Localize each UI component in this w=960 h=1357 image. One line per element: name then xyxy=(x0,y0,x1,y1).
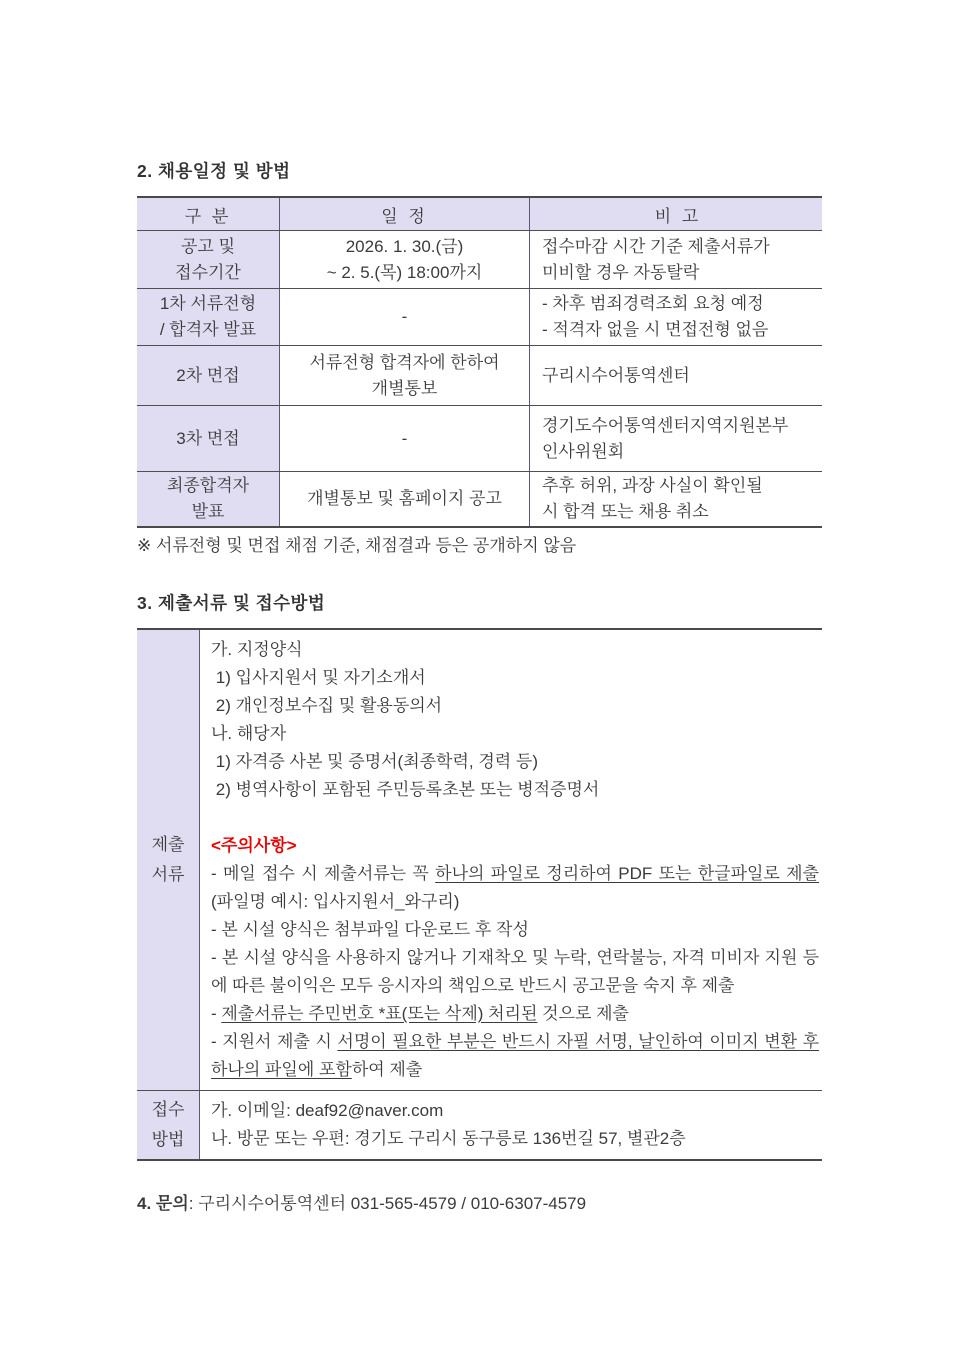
schedule-footnote: ※ 서류전형 및 면접 채점 기준, 채점결과 등은 공개하지 않음 xyxy=(137,536,577,555)
cell-note: 구리시수어통역센터 xyxy=(542,365,690,385)
cell-note: 접수마감 시간 기준 제출서류가 미비할 경우 자동탈락 xyxy=(542,236,770,282)
cell-category: 3차 면접 xyxy=(137,406,280,471)
warning-note: - 본 시설 양식을 사용하지 않거나 기재착오 및 누락, 연락불능, 자격 미비자 지원 등에 따른 불이익은 모두 응시자의 책임으로 반드시 공고문을 숙지 후 제출 xyxy=(211,948,819,995)
warning-note: - 제출서류는 주민번호 *표(또는 삭제) 처리된 것으로 제출 xyxy=(211,1004,629,1023)
cell-schedule: 서류전형 합격자에 한하여 개별통보 xyxy=(280,346,530,405)
schedule-table xyxy=(137,196,822,528)
spacer xyxy=(211,804,819,832)
cell-category: 2차 면접 xyxy=(137,346,280,405)
contact-line: 4. 문의: 구리시수어통역센터 031-565-4579 / 010-6307-4579 xyxy=(137,1194,587,1213)
cell-category: 최종합격자 발표 xyxy=(137,472,280,526)
cell-category: 공고 및 접수기간 xyxy=(137,231,280,288)
warning-note: - 본 시설 양식은 첨부파일 다운로드 후 작성 xyxy=(211,920,529,939)
section3-title: 3. 제출서류 및 접수방법 xyxy=(137,593,326,613)
method-content: 가. 이메일: deaf92@naver.com 나. 방문 또는 우편: 경기도 구리시 동구릉로 136번길 57, 별관2층 xyxy=(211,1101,686,1148)
table-row-final-announcement xyxy=(137,472,822,528)
warning-note: - 지원서 제출 시 서명이 필요한 부분은 반드시 자필 서명, 날인하여 이미지 변환 후 하나의 파일에 포함하여 제출 xyxy=(211,1032,820,1079)
warning-title: <주의사항> xyxy=(211,836,297,855)
document-item-list: 가. 지정양식 1) 입사지원서 및 자기소개서 2) 개인정보수집 및 활용동의서 나. 해당자 1) 자격증 사본 및 증명서(최종학력, 경력 등) 2) 병역사항이 포함된 주민등록초본 또는 병적증명서 xyxy=(211,640,600,799)
row-label-documents: 제출 서류 xyxy=(137,630,200,1090)
schedule-table-header-row xyxy=(137,198,822,231)
table-row-documents xyxy=(137,630,822,1091)
document-page xyxy=(137,158,822,1216)
cell-schedule: 2026. 1. 30.(금) ~ 2. 5.(목) 18:00까지 xyxy=(280,231,530,288)
warning-note: - 메일 접수 시 제출서류는 꼭 하나의 파일로 정리하여 PDF 또는 한글파일로 제출(파일명 예시: 입사지원서_와구리) xyxy=(211,864,819,911)
cell-schedule: 개별통보 및 홈페이지 공고 xyxy=(280,472,530,526)
documents-content xyxy=(200,630,821,1090)
table-row-notice-period xyxy=(137,231,822,289)
cell-note: 경기도수어통역센터지역지원본부 인사위원회 xyxy=(542,415,789,461)
table-row-method xyxy=(137,1091,822,1161)
header-category: 구 분 xyxy=(137,198,280,230)
table-row-third-interview xyxy=(137,406,822,472)
cell-schedule: - xyxy=(280,289,530,345)
cell-category: 1차 서류전형 / 합격자 발표 xyxy=(137,289,280,345)
cell-note: 추후 허위, 과장 사실이 확인될 시 합격 또는 채용 취소 xyxy=(542,476,763,521)
table-row-first-screening xyxy=(137,289,822,346)
section2-title: 2. 채용일정 및 방법 xyxy=(137,161,291,181)
cell-note: - 차후 범죄경력조회 요청 예정 - 적격자 없을 시 면접전형 없음 xyxy=(542,294,769,339)
submission-table xyxy=(137,628,822,1161)
header-note: 비 고 xyxy=(530,198,822,230)
table-row-second-interview xyxy=(137,346,822,406)
row-label-method: 접수 방법 xyxy=(137,1091,200,1159)
cell-schedule: - xyxy=(280,406,530,471)
header-schedule: 일 정 xyxy=(280,198,530,230)
